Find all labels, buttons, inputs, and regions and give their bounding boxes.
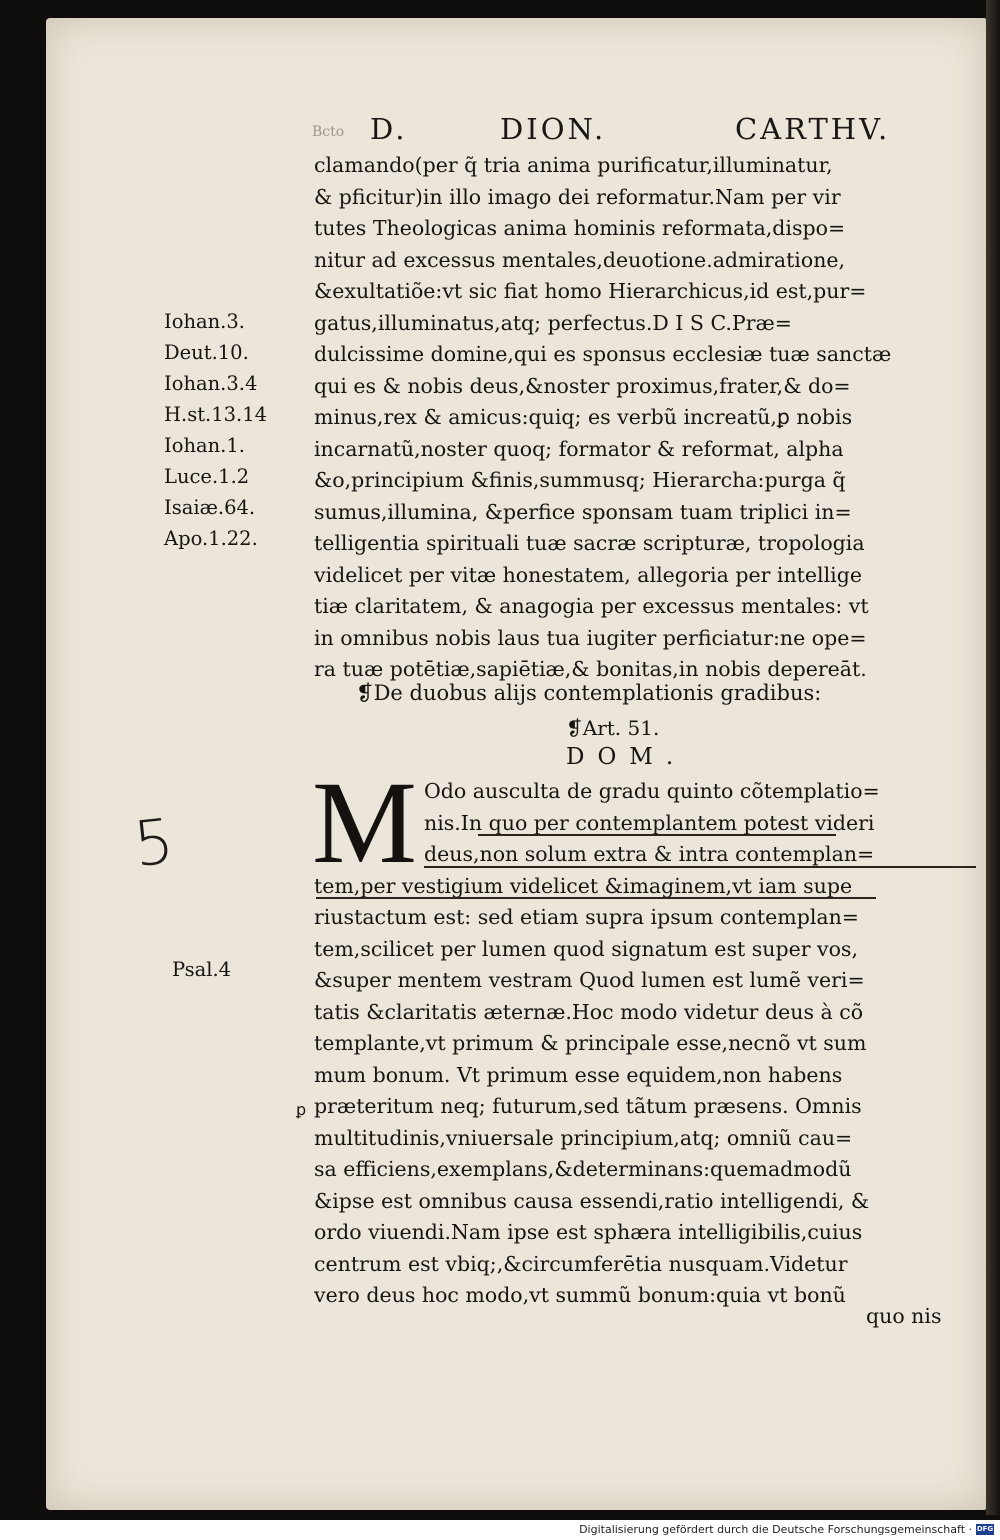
dfg-logo-icon: DFG <box>976 1525 994 1533</box>
marginal-reference: Luce.1.2 <box>164 465 250 488</box>
second-text-block <box>314 776 978 1312</box>
marginal-reference: Deut.10. <box>164 341 249 364</box>
text-line: &o,principium &finis,summusq; Hierarcha:purga q̃ <box>314 468 846 492</box>
marginal-reference: Iohan.3.4 <box>164 372 258 395</box>
header-dion: DION. <box>500 112 607 146</box>
dom-heading: DOM. <box>566 744 687 770</box>
text-line: clamando(per q̃ tria anima purificatur,illuminatur, <box>314 153 833 177</box>
header-carthu: CARTHV. <box>735 112 891 146</box>
handwritten-underline <box>424 866 976 868</box>
section-title: ❡De duobus alijs contemplationis gradibus: <box>356 681 822 705</box>
text-line: tiæ claritatem, & anagogia per excessus mentales: vt <box>314 594 869 618</box>
text-line: sumus,illumina, &perfice sponsam tuam triplici in= <box>314 499 852 524</box>
catchword: quo nis <box>866 1304 942 1328</box>
text-line: ra tuæ potētiæ,sapiētiæ,& bonitas,in nobis depereāt. <box>314 657 867 681</box>
text-line: in omnibus nobis laus tua iugiter perficiatur:ne ope= <box>314 625 867 650</box>
header-d: D. <box>370 112 408 146</box>
footer-credit: Digitalisierung gefördert durch die Deutsche Forschungsgemeinschaft · <box>579 1523 972 1536</box>
text-line: multitudinis,vniuersale principium,atq; omniũ cau= <box>314 1125 853 1150</box>
text-line: tutes Theologicas anima hominis reformata,dispo= <box>314 216 846 240</box>
text-line: nis.In quo per contemplantem potest videri <box>424 810 875 835</box>
page-edge-shadow <box>986 0 1000 1515</box>
handwritten-underline <box>316 897 876 899</box>
text-line: mum bonum. Vt primum esse equidem,non habens <box>314 1062 843 1087</box>
running-header <box>310 112 970 152</box>
text-line: nitur ad excessus mentales,deuotione.admiratione, <box>314 247 846 272</box>
handwritten-number: 5 <box>130 804 178 881</box>
marginal-reference: H.st.13.14 <box>164 403 268 426</box>
text-line: ordo viuendi.Nam ipse est sphæra intelligibilis,cuius <box>314 1220 863 1244</box>
digitization-footer <box>0 1520 1000 1540</box>
text-line: deus,non solum extra & intra contemplan= <box>424 842 875 866</box>
handwritten-underline <box>478 834 836 836</box>
text-line: & pficitur)in illo imago dei reformatur.Nam per vir <box>314 184 841 209</box>
marginal-reference: Iohan.1. <box>164 434 245 457</box>
text-line: tem,scilicet per lumen quod signatum est super vos, <box>314 936 858 961</box>
text-line: riustactum est: sed etiam supra ipsum contemplan= <box>314 905 859 929</box>
text-line: tem,per vestigium videlicet &imaginem,vt iam supe <box>314 873 853 898</box>
article-number: ❡Art. 51. <box>566 716 660 740</box>
marginal-reference: Isaiæ.64. <box>164 496 256 519</box>
marginal-reference: Apo.1.22. <box>164 527 258 550</box>
marginal-reference-psalm: Psal.4 <box>172 958 232 981</box>
text-line: vero deus hoc modo,vt summũ bonum:quia vt bonũ <box>314 1283 846 1307</box>
text-line: &super mentem vestram Quod lumen est lumẽ veri= <box>314 968 865 992</box>
small-ink-mark: ꝑ <box>296 1100 307 1119</box>
faint-header-mark: Bcto <box>312 124 345 140</box>
text-line: Odo ausculta de gradu quinto cõtemplatio= <box>424 779 880 803</box>
text-line: præteritum neq; futurum,sed tãtum præsens. Omnis <box>314 1094 862 1118</box>
marginal-reference: Iohan.3. <box>164 310 245 333</box>
text-line: sa efficiens,exemplans,&determinans:quemadmodũ <box>314 1157 852 1181</box>
text-line: telligentia spirituali tuæ sacræ scripturæ, tropologia <box>314 531 865 555</box>
text-line: tatis &claritatis æternæ.Hoc modo videtur deus à cõ <box>314 999 864 1024</box>
text-line: dulcissime domine,qui es sponsus ecclesiæ tuæ sanctæ <box>314 342 892 366</box>
text-line: &ipse est omnibus causa essendi,ratio intelligendi, & <box>314 1188 870 1213</box>
main-text-block <box>314 150 978 686</box>
text-line: gatus,illuminatus,atq; perfectus.D I S C.Præ= <box>314 310 792 335</box>
text-line: centrum est vbiq;,&circumferētia nusquam.Videtur <box>314 1251 848 1276</box>
text-line: incarnatũ,noster quoq; formator & reformat, alpha <box>314 436 844 461</box>
text-line: videlicet per vitæ honestatem, allegoria per intellige <box>314 562 862 587</box>
drop-cap-initial: M <box>312 757 417 888</box>
text-line: minus,rex & amicus:quiq; es verbũ increatũ,ꝑ nobis <box>314 405 853 429</box>
text-line: &exultatiõe:vt sic fiat homo Hierarchicus,id est,pur= <box>314 279 867 303</box>
text-line: qui es & nobis deus,&noster proximus,frater,& do= <box>314 373 851 398</box>
text-line: templante,vt primum & principale esse,necnõ vt sum <box>314 1031 867 1055</box>
